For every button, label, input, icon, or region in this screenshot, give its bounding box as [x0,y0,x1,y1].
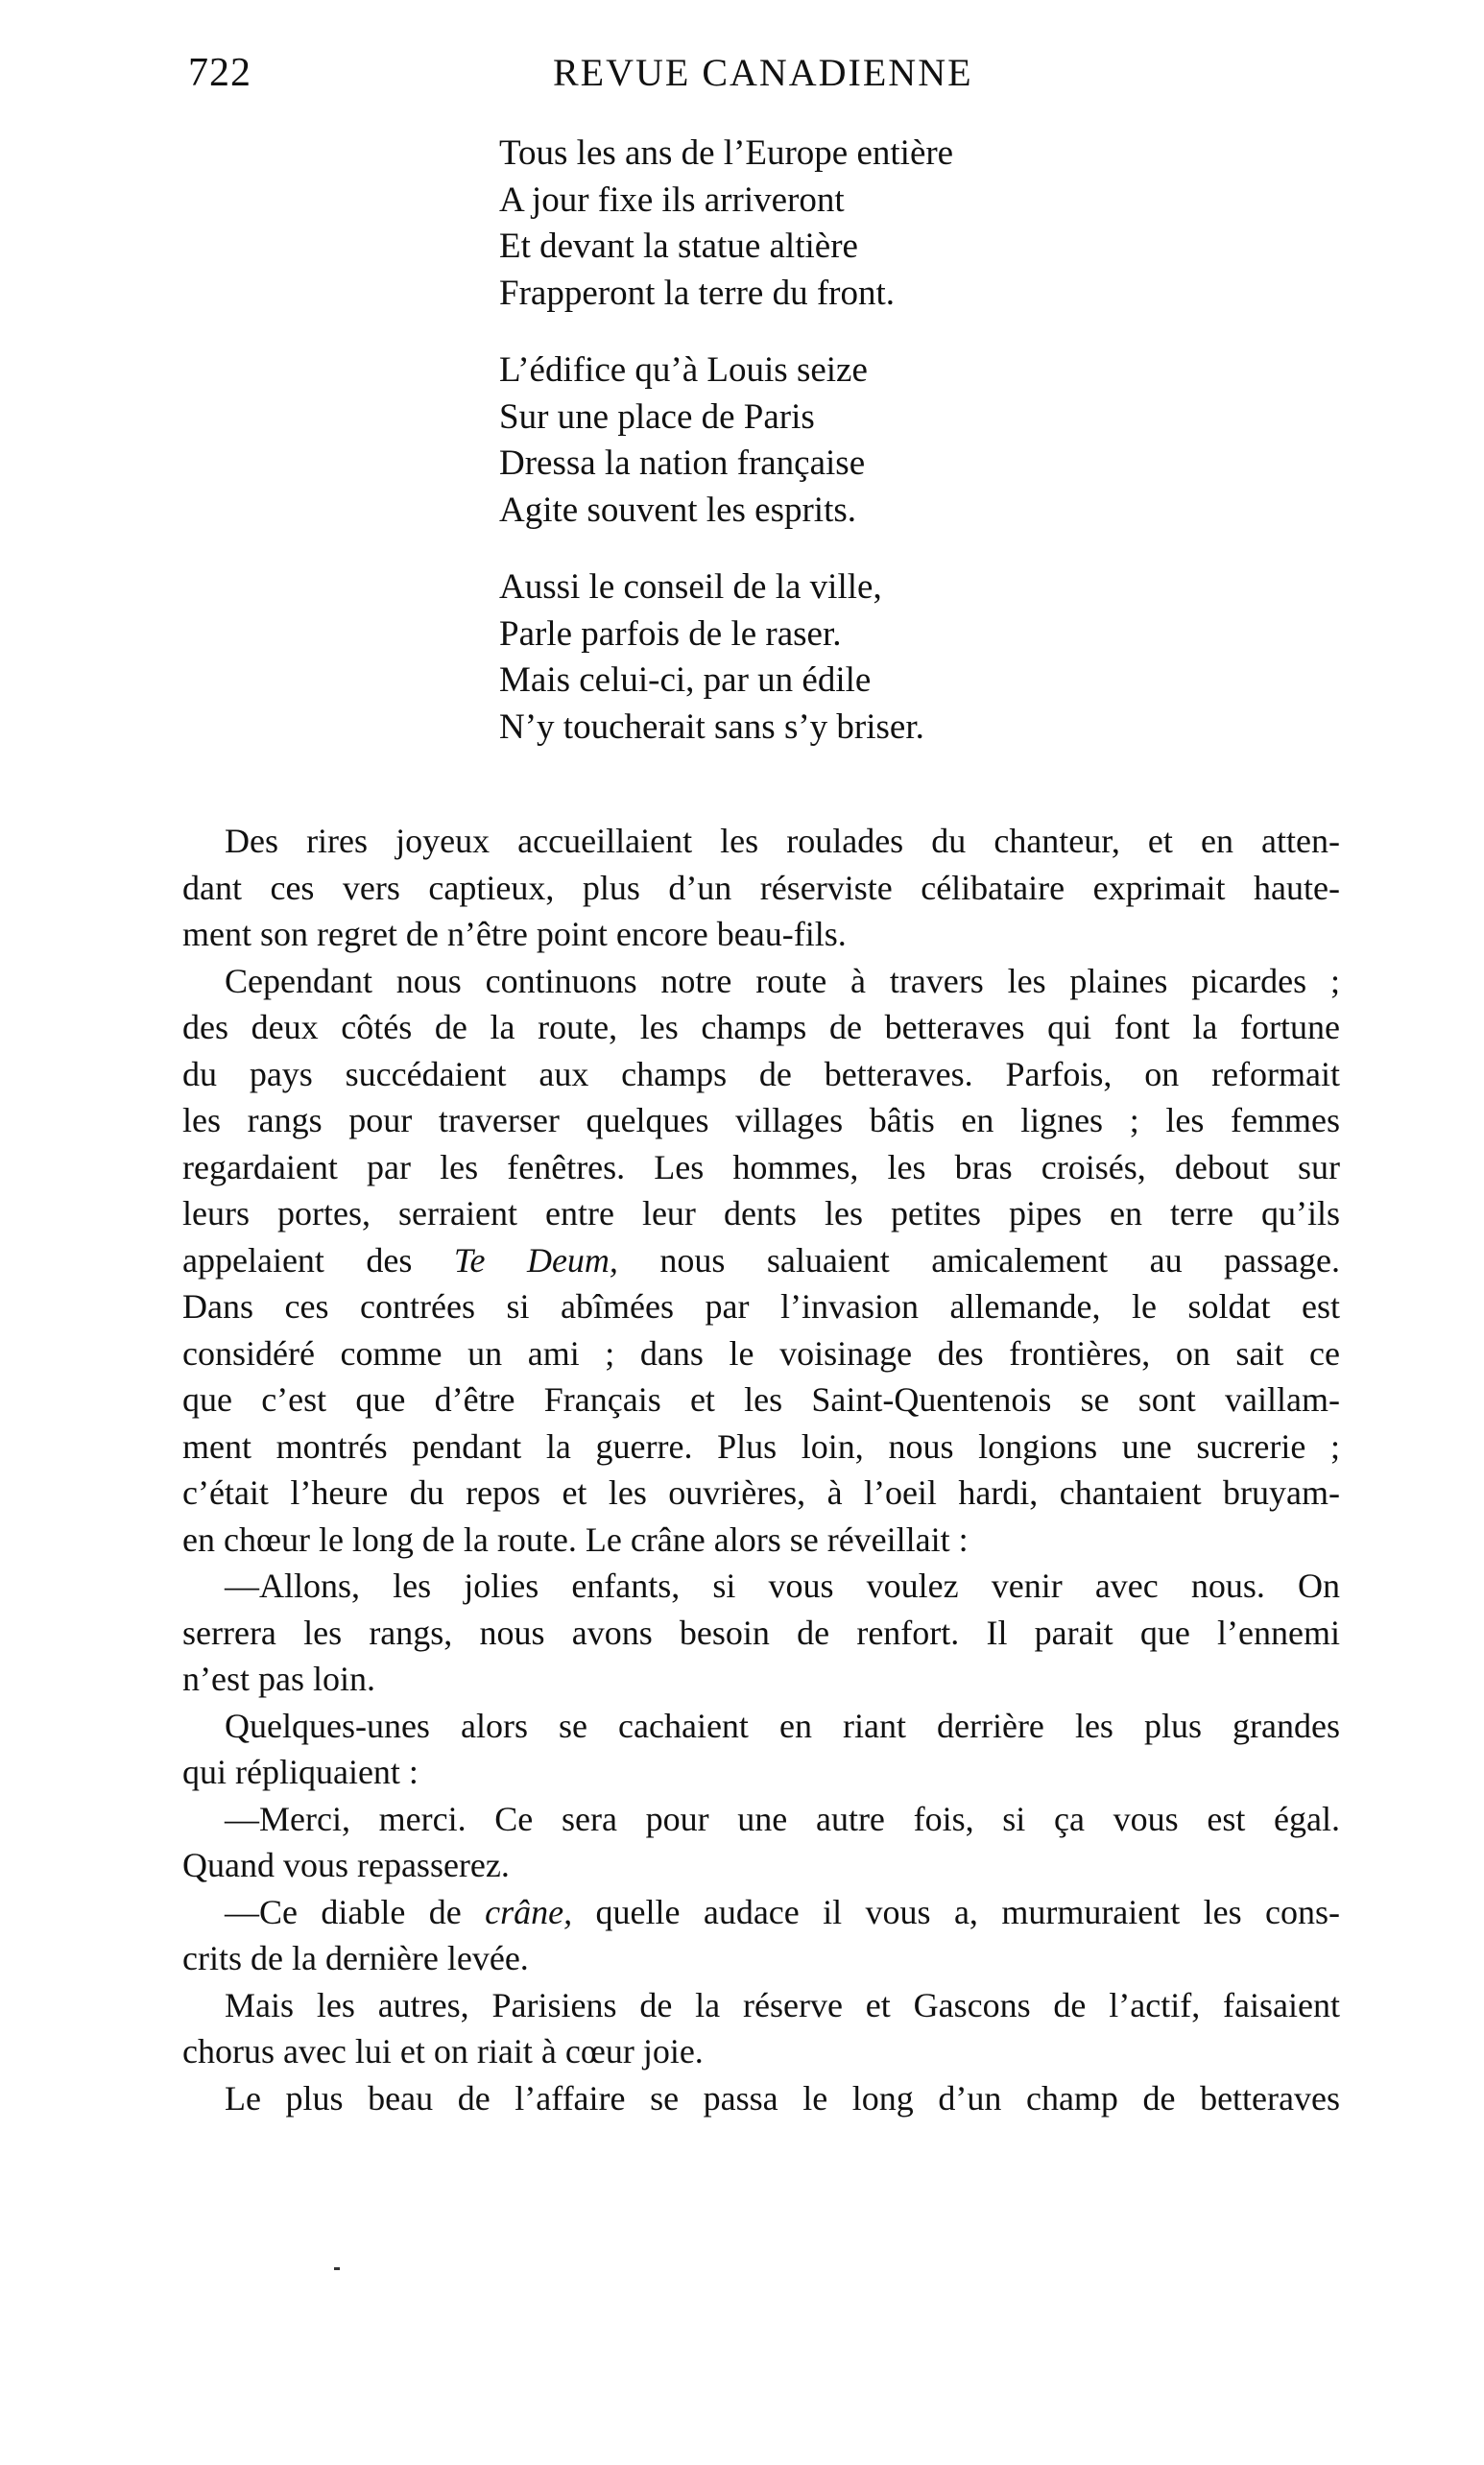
text-line: Quelques-unes alors se cachaient en riant derrière les plus grandes [225,1706,1340,1745]
text-line: —Allons, les jolies enfants, si vous voulez venir avec nous. On [225,1567,1340,1605]
text-line: que c’est que d’être Français et les Saint-Quentenois se sont vaillam- [182,1380,1340,1419]
journal-title: REVUE CANADIENNE [553,51,973,94]
text-line-mixed [182,1889,1340,1936]
text-line: Quand vous repasserez. [182,1846,510,1884]
text-line: Cependant nous continuons notre route à travers les plaines picardes ; [225,961,1340,1000]
verse-line: A jour fixe ils arriveront [499,179,845,220]
text-line: Mais les autres, Parisiens de la réserve et Gascons de l’actif, faisaient [225,1985,1340,2024]
text-line: n’est pas loin. [182,1660,375,1698]
verse-line: Parle parfois de le raser. [499,613,842,654]
text-line: ment son regret de n’être point encore beau-fils. [182,915,847,953]
text-line: Le plus beau de l’affaire se passa le long d’un champ de betteraves [225,2078,1340,2118]
text-line: —Merci, merci. Ce sera pour une autre fois, si ça vous est égal. [225,1799,1340,1838]
text-line: dant ces vers captieux, plus d’un réserviste célibataire exprimait haute- [182,868,1340,907]
verse-line: N’y toucherait sans s’y briser. [499,706,924,747]
text-segment: appelaient des [182,1240,413,1280]
page-number: 722 [188,51,251,95]
text-segment: quelle audace il vous a, murmuraient les cons- [595,1892,1341,1931]
verse-line: Frapperont la terre du front. [499,273,895,313]
verse-line: Agite souvent les esprits. [499,490,857,530]
text-line-mixed [182,1237,1340,1284]
ink-speck [334,2267,340,2270]
poem-stanza [499,131,1190,317]
text-line: des deux côtés de la route, les champs de betteraves qui font la fortune [182,1008,1340,1046]
text-line: Des rires joyeux accueillaient les roulades du chanteur, et en atten- [225,822,1340,860]
text-segment: —Ce diable de [225,1892,462,1931]
verse-line: Mais celui-ci, par un édile [499,660,872,700]
text-line: les rangs pour traverser quelques villages bâtis en lignes ; les femmes [182,1101,1340,1139]
poem [499,131,1190,781]
poem-stanza [499,347,1190,534]
page-header [188,50,1359,108]
text-line: ment montrés pendant la guerre. Plus loin, nous longions une sucrerie ; [182,1426,1340,1466]
prose-body [182,818,1340,2121]
text-line: c’était l’heure du repos et les ouvrières, à l’oeil hardi, chantaient bruyam- [182,1473,1340,1512]
text-line: en chœur le long de la route. Le crâne alors se réveillait : [182,1520,969,1559]
verse-line: Dressa la nation française [499,443,866,483]
text-line: regardaient par les fenêtres. Les hommes, les bras croisés, debout sur [182,1147,1340,1186]
text-line: serrera les rangs, nous avons besoin de renfort. Il parait que l’ennemi [182,1613,1340,1652]
text-line: chorus avec lui et on riait à cœur joie. [182,2032,704,2070]
italic-term: Te Deum, [453,1240,618,1280]
text-line: qui répliquaient : [182,1753,419,1791]
text-line: crits de la dernière levée. [182,1939,529,1977]
verse-line: L’édifice qu’à Louis seize [499,350,868,390]
poem-stanza [499,564,1190,751]
verse-line: Aussi le conseil de la ville, [499,567,882,607]
text-line: Dans ces contrées si abîmées par l’invasion allemande, le soldat est [182,1287,1340,1326]
text-line: considéré comme un ami ; dans le voisinage des frontières, on sait ce [182,1333,1340,1373]
verse-line: Et devant la statue altière [499,227,858,266]
text-segment: nous saluaient amicalement au passage. [659,1240,1340,1280]
text-line: leurs portes, serraient entre leur dents les petites pipes en terre qu’ils [182,1194,1340,1232]
italic-term: crâne, [485,1892,573,1931]
verse-line: Sur une place de Paris [499,396,815,437]
text-line: du pays succédaient aux champs de betteraves. Parfois, on reformait [182,1054,1340,1093]
verse-line: Tous les ans de l’Europe entière [499,133,954,173]
